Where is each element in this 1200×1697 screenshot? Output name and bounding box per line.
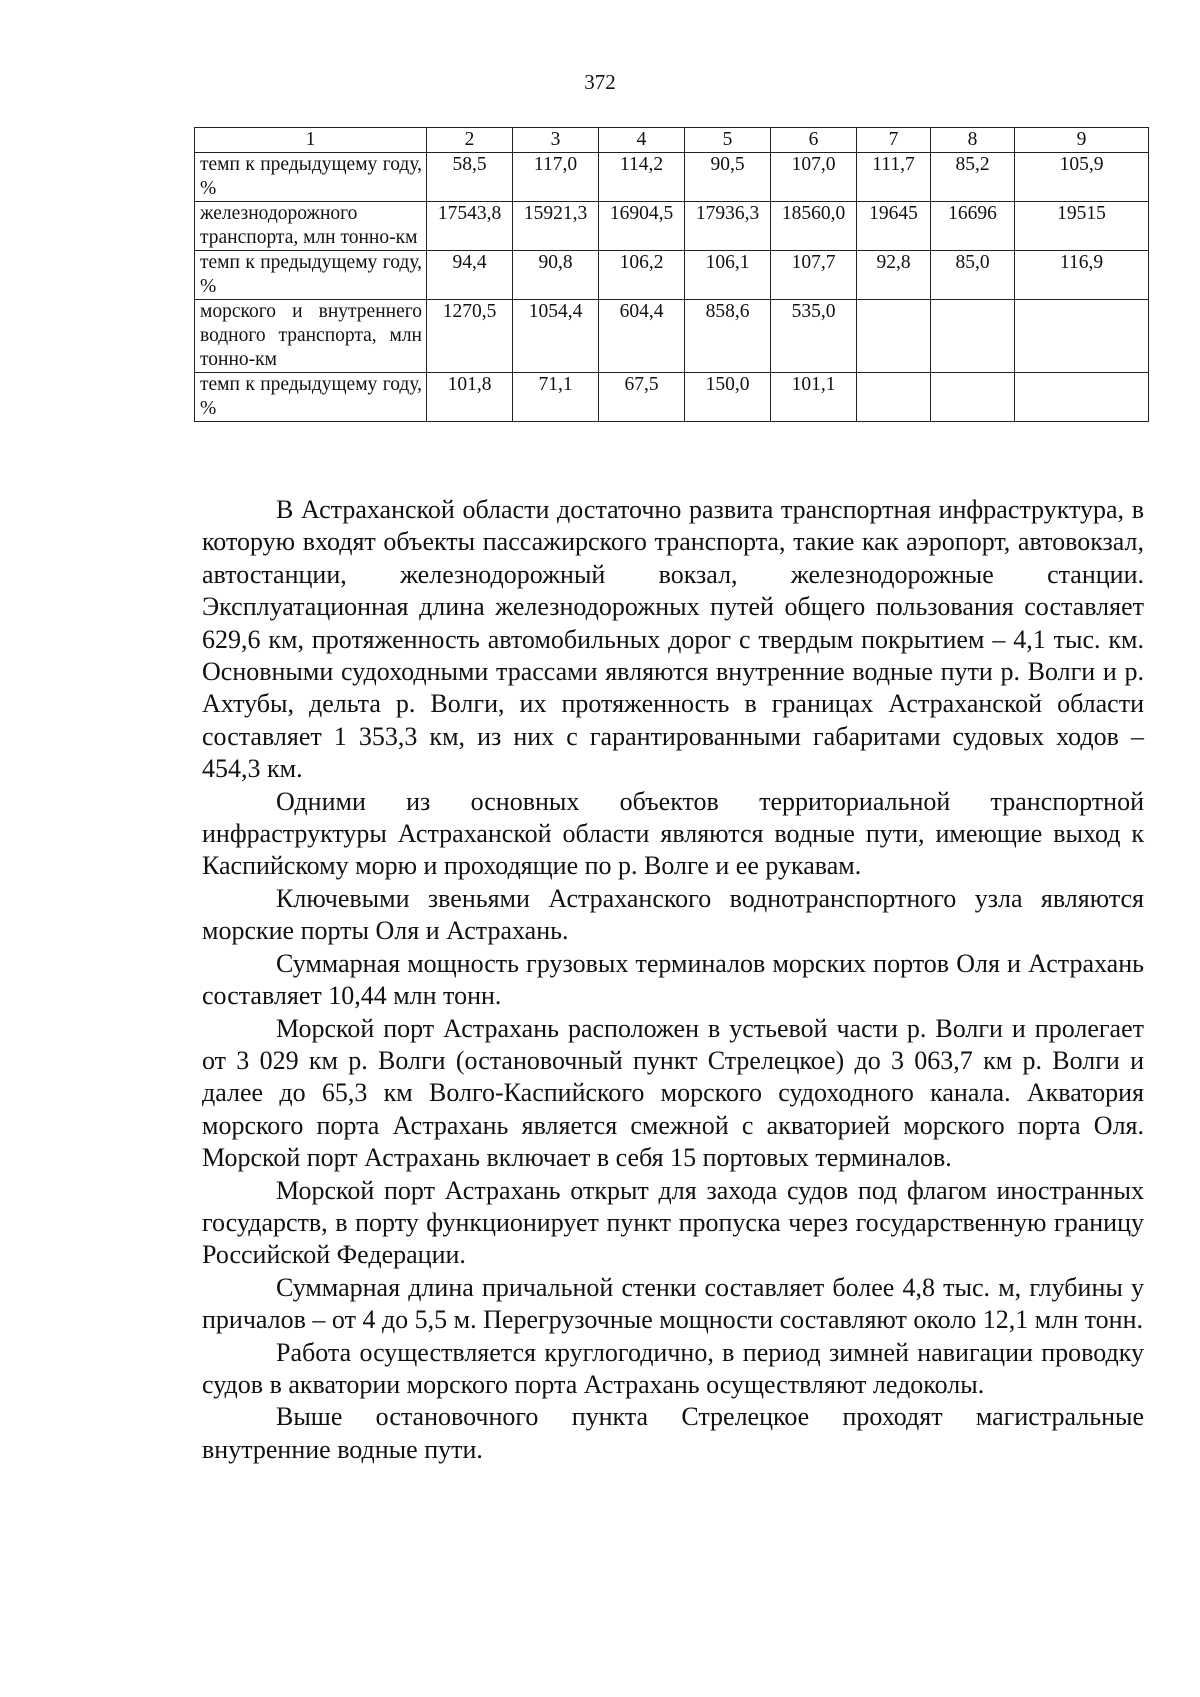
paragraph: Ключевыми звеньями Астраханского воднотранспортного узла являются морские порты Оля и Астрахань. (202, 883, 1144, 946)
row-label: темп к предыдущему году, % (195, 251, 427, 300)
row-label: морского и внутреннего водного транспорта, млн тонно-км (195, 300, 427, 373)
table-cell (1015, 373, 1149, 422)
paragraph: В Астраханской области достаточно развита транспортная инфраструктура, в которую входят объекты пассажирского транспорта, такие как аэропорт, автовокзал, автостанции, железнодорожный вокзал, железнодорожные станции. Эксплуатационная длина железнодорожных путей общего пользования составляет 629,6 км, протяженность автомобильных дорог с твердым покрытием – 4,1 тыс. км. Основными судоходными трассами являются внутренние водные пути р. Волги и р. Ахтубы, дельта р. Волги, их протяженность в границах Астраханской области составляет 1 353,3 км, из них с гарантированными габаритами судовых ходов – 454,3 км. (202, 495, 1144, 784)
table-cell: 15921,3 (513, 202, 599, 251)
table-cell: 106,1 (685, 251, 771, 300)
table-cell: 105,9 (1015, 153, 1149, 202)
paragraph: Одними из основных объектов территориальной транспортной инфраструктуры Астраханской области являются водные пути, имеющие выход к Каспийскому морю и проходящие по р. Волге и ее рукавам. (202, 786, 1144, 881)
table-header-cell: 3 (513, 128, 599, 153)
table-cell: 85,0 (931, 251, 1015, 300)
table-row (195, 153, 1149, 202)
table-cell: 858,6 (685, 300, 771, 373)
table-cell: 16696 (931, 202, 1015, 251)
page-number: 372 (584, 70, 616, 94)
table-cell: 101,8 (427, 373, 513, 422)
table-header-cell: 1 (195, 128, 427, 153)
table-cell: 85,2 (931, 153, 1015, 202)
table-header-cell: 5 (685, 128, 771, 153)
row-label: темп к предыдущему году, % (195, 153, 427, 202)
table-body (195, 128, 1149, 422)
table-cell: 117,0 (513, 153, 599, 202)
table-cell (857, 300, 931, 373)
table-cell: 92,8 (857, 251, 931, 300)
paragraph: Суммарная длина причальной стенки составляет более 4,8 тыс. м, глубины у причалов – от 4 до 5,5 м. Перегрузочные мощности составляют около 12,1 млн тонн. (202, 1272, 1144, 1335)
table-row (195, 373, 1149, 422)
row-label: железнодорожного транспорта, млн тонно-км (195, 202, 427, 251)
table-cell: 17543,8 (427, 202, 513, 251)
table-cell: 17936,3 (685, 202, 771, 251)
table-cell: 90,5 (685, 153, 771, 202)
table-header-cell: 6 (771, 128, 857, 153)
row-label: темп к предыдущему году, % (195, 373, 427, 422)
table-header-row (195, 128, 1149, 153)
table-cell: 1054,4 (513, 300, 599, 373)
table-cell: 106,2 (599, 251, 685, 300)
body-text (202, 494, 1144, 1466)
paragraph: Работа осуществляется круглогодично, в период зимней навигации проводку судов в акватории морского порта Астрахань осуществляют ледоколы. (202, 1337, 1144, 1399)
table-cell: 114,2 (599, 153, 685, 202)
paragraph: Суммарная мощность грузовых терминалов морских портов Оля и Астрахань составляет 10,44 млн тонн. (202, 948, 1144, 1011)
table-row (195, 300, 1149, 373)
table-header-cell: 4 (599, 128, 685, 153)
table-cell: 150,0 (685, 373, 771, 422)
table-cell (931, 300, 1015, 373)
paragraph: Выше остановочного пункта Стрелецкое проходят магистральные внутренние водные пути. (202, 1402, 1144, 1464)
table-cell: 116,9 (1015, 251, 1149, 300)
table-cell: 107,7 (771, 251, 857, 300)
table-row (195, 202, 1149, 251)
table-cell: 1270,5 (427, 300, 513, 373)
paragraph: Морской порт Астрахань открыт для захода судов под флагом иностранных государств, в порту функционирует пункт пропуска через государственную границу Российской Федерации. (202, 1175, 1144, 1270)
table-row (195, 251, 1149, 300)
table-cell: 67,5 (599, 373, 685, 422)
table-cell: 111,7 (857, 153, 931, 202)
table-cell (1015, 300, 1149, 373)
table-cell: 535,0 (771, 300, 857, 373)
table-cell: 94,4 (427, 251, 513, 300)
table-header-cell: 7 (857, 128, 931, 153)
table-cell: 16904,5 (599, 202, 685, 251)
table-cell: 19645 (857, 202, 931, 251)
table-cell: 101,1 (771, 373, 857, 422)
table-cell: 107,0 (771, 153, 857, 202)
table-cell: 71,1 (513, 373, 599, 422)
table-cell (931, 373, 1015, 422)
table-header-cell: 9 (1015, 128, 1149, 153)
table-cell: 90,8 (513, 251, 599, 300)
table-cell: 58,5 (427, 153, 513, 202)
paragraph: Морской порт Астрахань расположен в устьевой части р. Волги и пролегает от 3 029 км р. Волги (остановочный пункт Стрелецкое) до 3 063,7 км р. Волги и далее до 65,3 км Волго-Каспийского морского судоходного канала. Акватория морского порта Астрахань является смежной с акваторией морского порта Оля. Морской порт Астрахань включает в себя 15 портовых терминалов. (202, 1013, 1144, 1173)
statistics-table (194, 127, 1149, 422)
table-cell: 19515 (1015, 202, 1149, 251)
table-header-cell: 2 (427, 128, 513, 153)
table-header-cell: 8 (931, 128, 1015, 153)
table-cell: 18560,0 (771, 202, 857, 251)
table-cell: 604,4 (599, 300, 685, 373)
table-cell (857, 373, 931, 422)
